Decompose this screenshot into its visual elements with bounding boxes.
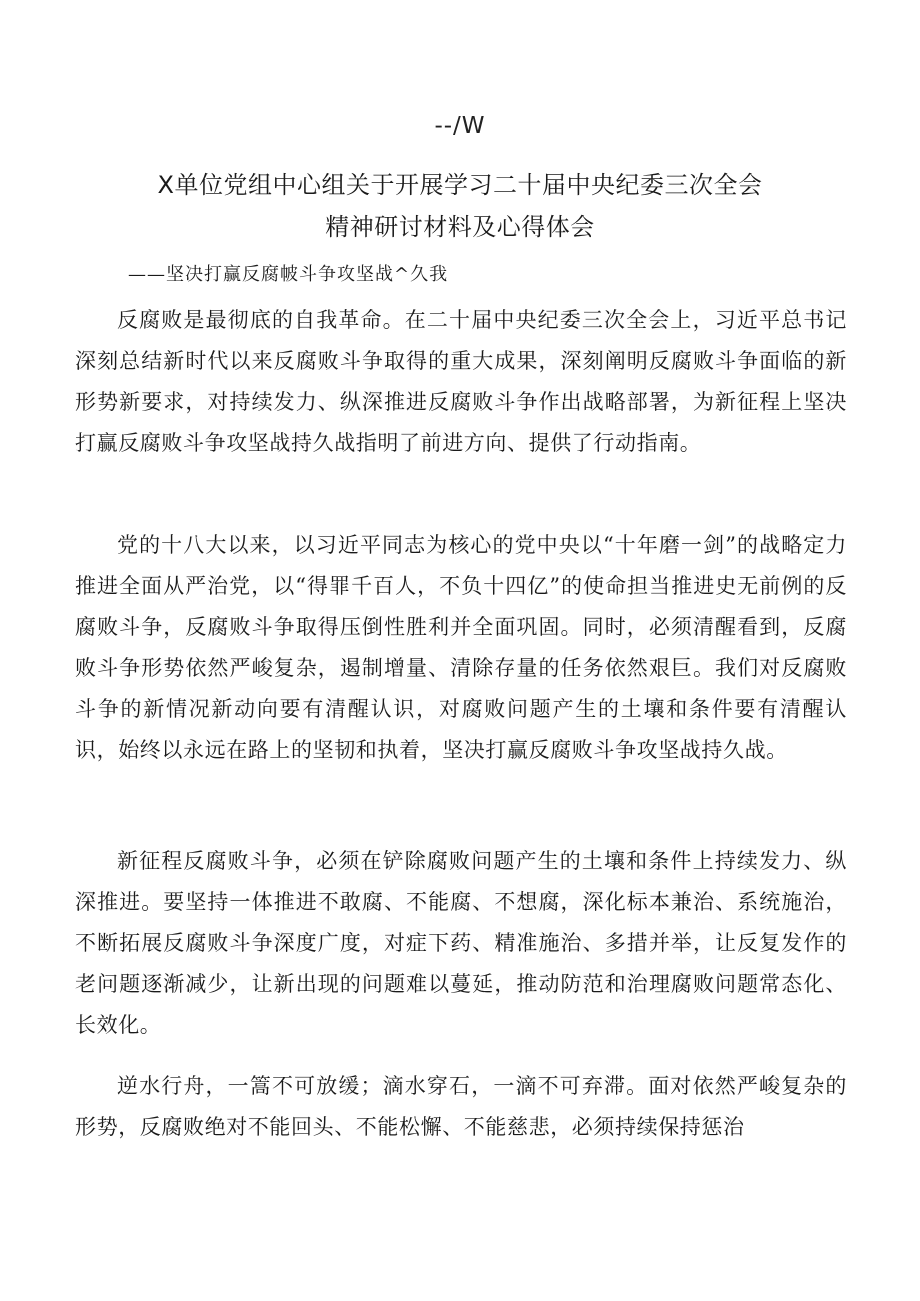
body-paragraph: 反腐败是最彻底的自我革命。在二十届中央纪委三次全会上，习近平总书记深刻总结新时代以来反腐败斗争取得的重大成果，深刻阐明反腐败斗争面临的新形势新要求，对持续发力、纵深推进反腐败斗争作出战略部署，为新征程上坚决打赢反腐败斗争攻坚战持久战指明了前进方向、提供了行动指南。 [75, 308, 847, 455]
body-paragraph: 党的十八大以来，以习近平同志为核心的党中央以“十年磨一剑”的战略定力推进全面从严治党，以“得罪千百人，不负十四亿”的使命担当推进史无前例的反腐败斗争，反腐败斗争取得压倒性胜利并全面巩固。同时，必须清醒看到，反腐败斗争形势依然严峻复杂，遏制增量、清除存量的任务依然艰巨。我们对反腐败斗争的新情况新动向要有清醒认识，对腐败问题产生的土壤和条件要有清醒认识，始终以永远在路上的坚韧和执着，坚决打赢反腐败斗争攻坚战持久战。 [75, 533, 847, 762]
document-title-line-2: 精神研讨材料及心得体会 [325, 213, 595, 241]
body-paragraph: 逆水行舟，一篙不可放缓；滴水穿石，一滴不可弃滞。面对依然严峻复杂的形势，反腐败绝对不能回头、不能松懈、不能慈悲，必须持续保持惩治 [75, 1074, 847, 1139]
document-subtitle: ——坚决打赢反腐帔斗争攻坚战^久我 [128, 264, 449, 285]
body-paragraph: 新征程反腐败斗争，必须在铲除腐败问题产生的土壤和条件上持续发力、纵深推进。要坚持一体推进不敢腐、不能腐、不想腐，深化标本兼治、系统施治，不断拓展反腐败斗争深度广度，对症下药、精准施治、多措并举，让反复发作的老问题逐渐减少，让新出现的问题难以蔓延，推动防范和治理腐败问题常态化、长效化。 [75, 849, 847, 1037]
document-title-line-1: X单位党组中心组关于开展学习二十届中央纪委三次全会 [157, 171, 763, 199]
header-mark: --/W [434, 113, 486, 139]
